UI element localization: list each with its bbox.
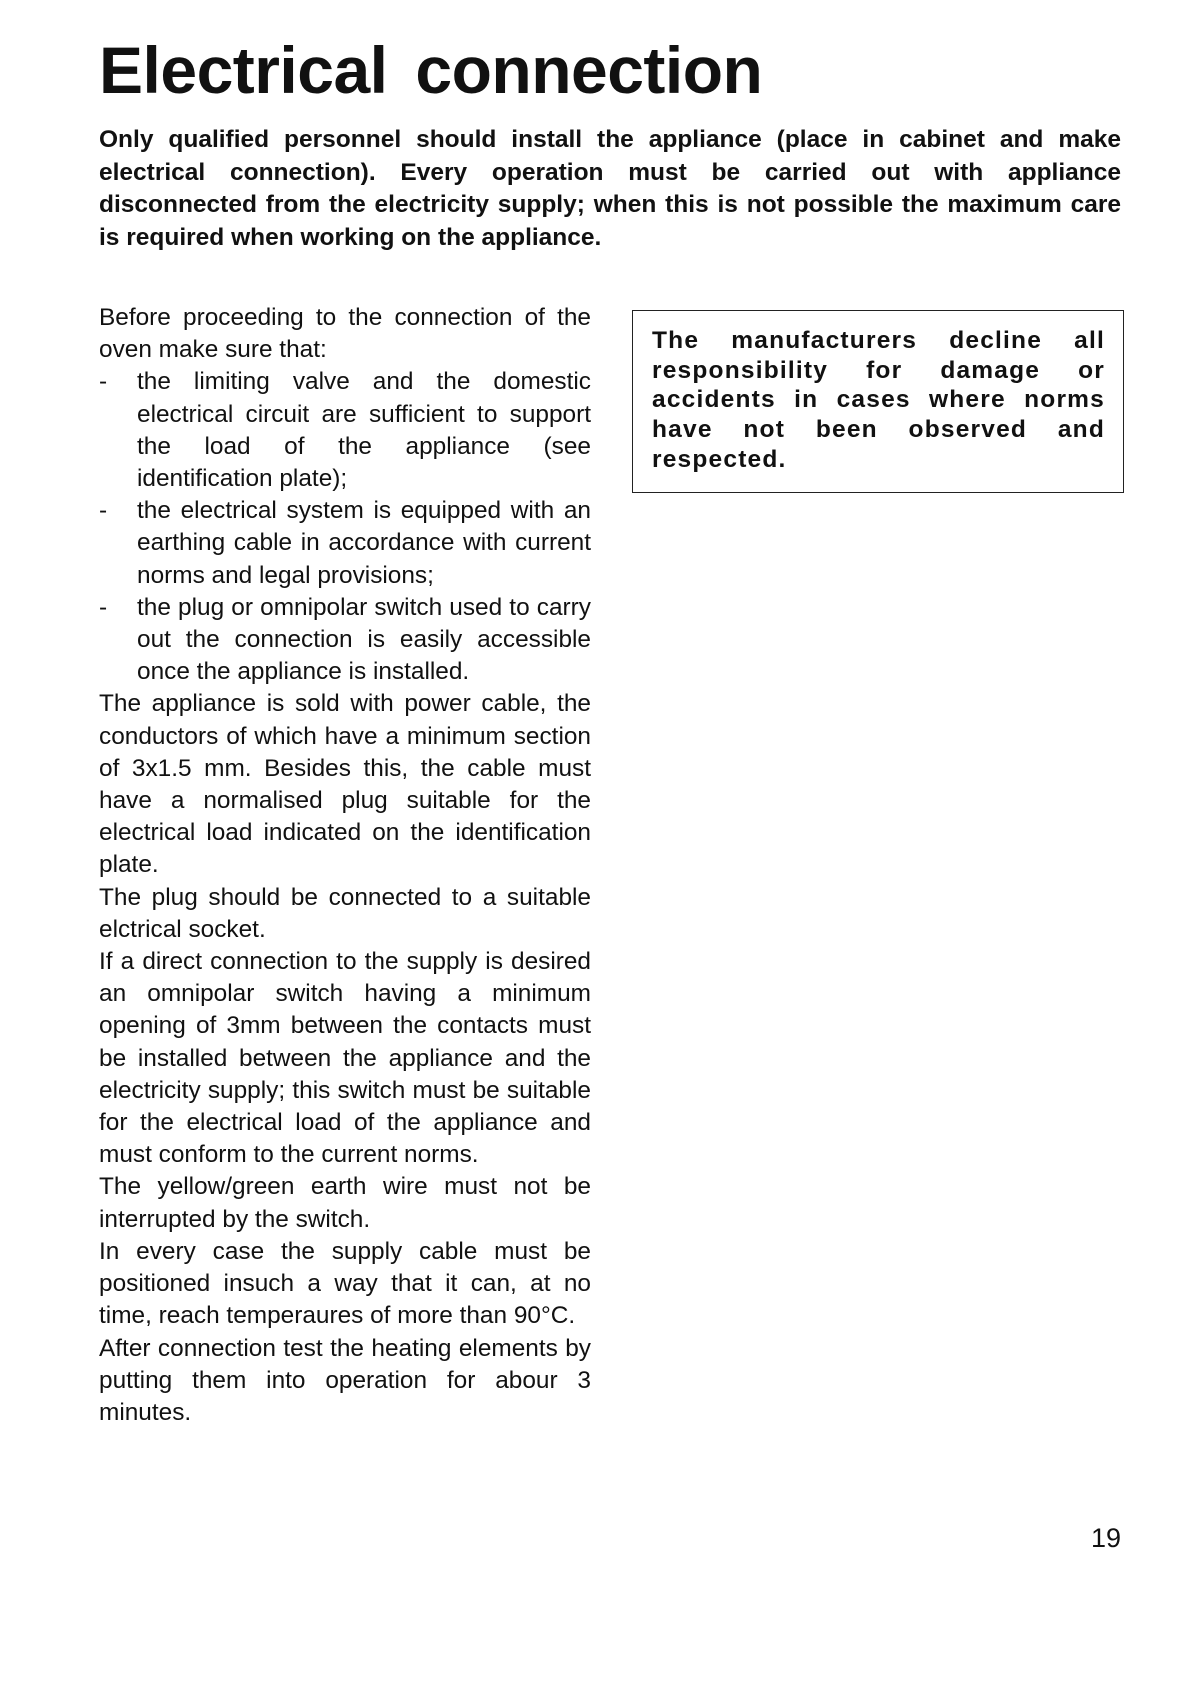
paragraph-test-elements: After connection test the heating elements by putting them into operation for abour 3 minutes.	[99, 1334, 591, 1426]
paragraph-power-cable: The appliance is sold with power cable, the conductors of which have a minimum section of 3x1.5 mm. Besides this, the cable must have a normalised plug suitable for the electrical load indicated on the identification plate.	[99, 690, 591, 879]
bullet-dash: -	[99, 368, 108, 396]
checklist-item-text: the electrical system is equipped with an earthing cable in accordance with current norms and legal provisions;	[137, 497, 591, 589]
bullet-dash: -	[99, 593, 108, 621]
checklist	[99, 366, 591, 688]
checklist-item	[99, 592, 591, 689]
page-number: 19	[1091, 1523, 1122, 1553]
paragraph-direct-connection: If a direct connection to the supply is desired an omnipolar switch having a minimum opening of 3mm between the contacts must be installed between the appliance and the electricity supply; this switch must be suitable for the electrical load of the appliance and must conform to the current norms.	[99, 948, 591, 1169]
lead-paragraph: Before proceeding to the connection of the oven make sure that:	[99, 304, 591, 364]
disclaimer-text: The manufacturers decline all responsibility for damage or accidents in cases where norms have not been observed and respected.	[652, 327, 1105, 473]
paragraph-plug-socket: The plug should be connected to a suitable elctrical socket.	[99, 883, 591, 943]
checklist-item-text: the plug or omnipolar switch used to carry out the connection is easily accessible once the appliance is installed.	[137, 593, 591, 686]
safety-intro: Only qualified personnel should install the appliance (place in cabinet and make electrical connection). Every operation must be carried out with appliance disconnected from the electricity supply; when this is not possible the maximum care is required when working on the appliance.	[99, 126, 1121, 251]
bullet-dash: -	[99, 497, 108, 525]
checklist-item	[99, 495, 591, 592]
page-title: Electrical connection	[99, 33, 763, 107]
main-text-column	[99, 302, 591, 1429]
checklist-item-text: the limiting valve and the domestic electrical circuit are sufficient to support the load of the appliance (see identification plate);	[137, 368, 591, 493]
checklist-item	[99, 366, 591, 495]
paragraph-cable-temperature: In every case the supply cable must be positioned insuch a way that it can, at no time, reach temperaures of more than 90°C.	[99, 1237, 591, 1330]
paragraph-earth-wire: The yellow/green earth wire must not be interrupted by the switch.	[99, 1173, 591, 1233]
disclaimer-box	[632, 310, 1124, 493]
